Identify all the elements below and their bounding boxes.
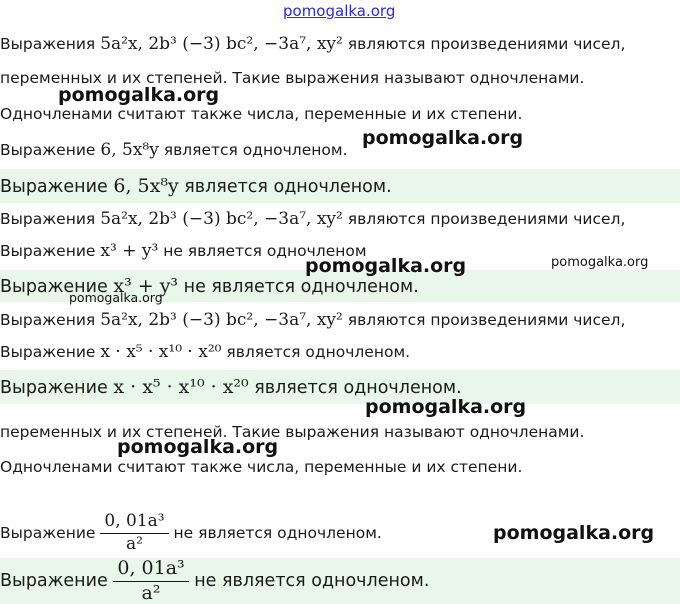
line-10-text: Выражение [0,343,96,361]
line-11-tail: является одночленом. [254,378,462,398]
line-7-text: Выражение [0,242,96,260]
line-6-math: 5a²x, 2b³ (−3) bc², −3a⁷, xy² [100,209,343,229]
line-11-math: x · x⁵ · x¹⁰ · x²⁰ [113,376,249,398]
line-12 [0,420,680,444]
line-4-text: Выражение [0,141,96,159]
line-8-text: Выражение [0,277,108,297]
line-11 [0,370,680,404]
watermark: pomogalka.org [69,290,163,305]
line-13-text: Одночленами считают также числа, переменные и их степени. [0,458,523,476]
fraction [100,513,168,554]
fraction-numerator: 0, 01a³ [113,559,188,582]
line-9-tail: являются произведениями чисел, [347,311,626,329]
line-10 [0,338,680,366]
watermark: pomogalka.org [58,84,220,106]
line-14-text: Выражение [0,524,96,542]
line-3-text: Одночленами считают также числа, переменные и их степени. [0,105,523,123]
line-1 [0,30,680,58]
line-11-text: Выражение [0,378,108,398]
fraction [113,559,188,604]
line-4 [0,136,680,164]
line-13 [0,455,680,479]
line-5-text: Выражение [0,177,108,197]
line-9-math: 5a²x, 2b³ (−3) bc², −3a⁷, xy² [100,310,343,330]
line-8-tail: не является одночленом. [183,277,419,297]
line-4-math: 6, 5x⁸y [100,140,159,160]
line-7-tail: не является одночленом [163,242,367,260]
line-5-math: 6, 5x⁸y [113,175,179,197]
fraction-denominator: a² [126,534,143,554]
line-6-text: Выражения [0,210,96,228]
line-4-tail: является одночленом. [163,141,348,159]
line-5 [0,169,680,203]
watermark: pomogalka.org [365,396,527,418]
watermark: pomogalka.org [551,255,649,270]
line-1-tail: являются произведениями чисел, [347,35,626,53]
line-8-math: x³ + y³ [113,275,179,297]
line-1-math: 5a²x, 2b³ (−3) bc², −3a⁷, xy² [100,34,343,54]
watermark: pomogalka.org [117,436,279,458]
line-9-text: Выражения [0,311,96,329]
watermark: pomogalka.org [305,255,467,277]
watermark: pomogalka.org [493,522,655,544]
line-14-tail: не является одночленом. [173,524,382,542]
watermark-top: pomogalka.org [283,2,396,20]
line-5-tail: является одночленом. [184,177,392,197]
line-1-text: Выражения [0,35,96,53]
line-2-text: переменных и их степеней. Такие выражения называют одночленами. [0,69,585,87]
line-6-tail: являются произведениями чисел, [347,210,626,228]
line-10-tail: является одночленом. [226,343,411,361]
line-15-text: Выражение [0,571,108,591]
line-6 [0,205,680,233]
line-9 [0,306,680,334]
line-10-math: x · x⁵ · x¹⁰ · x²⁰ [100,342,222,362]
line-15 [0,558,680,604]
line-15-tail: не является одночленом. [194,571,430,591]
watermark: pomogalka.org [362,127,524,149]
fraction-denominator: a² [141,581,161,604]
fraction-numerator: 0, 01a³ [100,513,168,534]
line-12-text: переменных и их степеней. Такие выражения называют одночленами. [0,423,585,441]
line-7-math: x³ + y³ [100,241,159,261]
